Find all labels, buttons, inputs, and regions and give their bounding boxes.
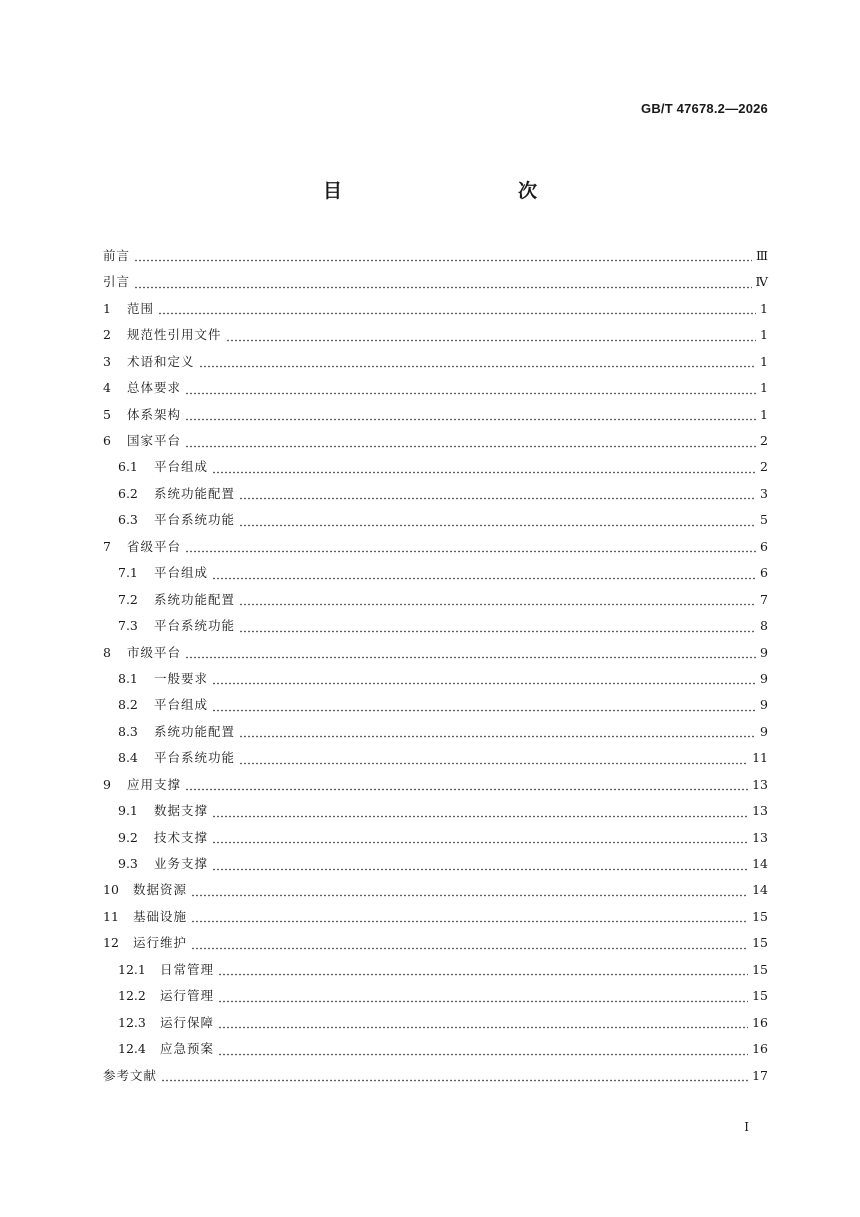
toc-entry[interactable] — [103, 666, 768, 692]
toc-entry[interactable] — [103, 825, 768, 851]
toc-entry-title: 系统功能配置 — [154, 591, 236, 607]
toc-dot-leader — [239, 619, 756, 633]
toc-entry-number: 12.4 — [118, 1041, 146, 1057]
toc-entry[interactable] — [103, 719, 768, 745]
toc-entry[interactable] — [103, 349, 768, 375]
toc-entry-page: 2 — [760, 433, 768, 449]
toc-entry-number: 12.1 — [118, 961, 146, 977]
toc-entry-page: 15 — [752, 908, 768, 924]
toc-entry-number: 10 — [103, 882, 119, 898]
toc-entry-number: 8.2 — [118, 697, 138, 713]
toc-entry-number: 5 — [103, 406, 111, 422]
toc-entry-title: 运行管理 — [160, 988, 215, 1004]
toc-entry-number: 8 — [103, 644, 111, 660]
toc-entry[interactable] — [103, 587, 768, 613]
toc-entry[interactable] — [103, 481, 768, 507]
toc-entry-page: 1 — [760, 380, 768, 396]
toc-entry-title: 引言 — [103, 274, 131, 290]
table-of-contents — [103, 243, 768, 1089]
toc-dot-leader — [212, 671, 756, 685]
toc-entry-title: 国家平台 — [127, 433, 182, 449]
toc-entry-page: 14 — [752, 882, 768, 898]
toc-entry[interactable] — [103, 745, 768, 771]
toc-dot-leader — [218, 1015, 748, 1029]
toc-dot-leader — [239, 751, 748, 765]
toc-dot-leader — [226, 328, 756, 342]
toc-entry-title: 日常管理 — [160, 961, 215, 977]
toc-dot-leader — [134, 248, 752, 262]
toc-entry-page: 6 — [760, 538, 768, 554]
toc-entry[interactable] — [103, 904, 768, 930]
toc-entry-title: 总体要求 — [127, 380, 182, 396]
toc-entry-title: 省级平台 — [127, 538, 182, 554]
toc-entry-title: 业务支撑 — [154, 856, 209, 872]
toc-dot-leader — [212, 460, 756, 474]
toc-dot-leader — [191, 909, 748, 923]
toc-entry-title: 市级平台 — [127, 644, 182, 660]
toc-entry-number: 12 — [103, 935, 119, 951]
toc-entry-title: 系统功能配置 — [154, 485, 236, 501]
toc-dot-leader — [185, 434, 756, 448]
toc-entry[interactable] — [103, 772, 768, 798]
toc-entry-title: 平台组成 — [154, 565, 209, 581]
toc-entry[interactable] — [103, 957, 768, 983]
toc-entry[interactable] — [103, 613, 768, 639]
toc-entry[interactable] — [103, 983, 768, 1009]
toc-dot-leader — [191, 883, 748, 897]
toc-entry[interactable] — [103, 798, 768, 824]
toc-entry[interactable] — [103, 851, 768, 877]
toc-dot-leader — [134, 275, 751, 289]
toc-entry[interactable] — [103, 455, 768, 481]
toc-entry-title: 范围 — [127, 300, 155, 316]
toc-entry-page: 3 — [760, 485, 768, 501]
toc-entry-page: 11 — [752, 750, 768, 766]
toc-entry-number: 7.1 — [118, 565, 138, 581]
toc-entry-title: 平台系统功能 — [154, 750, 236, 766]
toc-entry-page: 6 — [760, 565, 768, 581]
toc-entry-number: 7.2 — [118, 591, 138, 607]
toc-entry[interactable] — [103, 402, 768, 428]
toc-entry[interactable] — [103, 930, 768, 956]
toc-entry-number: 6.2 — [118, 485, 138, 501]
toc-dot-leader — [161, 1068, 748, 1082]
toc-entry-page: 1 — [760, 327, 768, 343]
toc-entry[interactable] — [103, 1010, 768, 1036]
toc-entry-page: 15 — [752, 961, 768, 977]
toc-entry-page: 5 — [760, 512, 768, 528]
toc-entry-page: 1 — [760, 353, 768, 369]
toc-dot-leader — [212, 566, 756, 580]
toc-entry-page: 13 — [752, 803, 768, 819]
toc-dot-leader — [212, 857, 748, 871]
toc-entry[interactable] — [103, 692, 768, 718]
toc-entry-page: 16 — [752, 1014, 768, 1030]
toc-entry-page: 8 — [760, 618, 768, 634]
toc-entry[interactable] — [103, 640, 768, 666]
toc-dot-leader — [212, 804, 748, 818]
toc-entry-page: 9 — [760, 670, 768, 686]
toc-dot-leader — [239, 724, 756, 738]
toc-entry-title: 数据支撑 — [154, 803, 209, 819]
toc-entry-title: 数据资源 — [133, 882, 188, 898]
toc-dot-leader — [239, 592, 756, 606]
toc-entry-number: 9 — [103, 776, 111, 792]
toc-entry-page: 13 — [752, 829, 768, 845]
toc-entry-page: 17 — [752, 1067, 768, 1083]
toc-entry-title: 应用支撑 — [127, 776, 182, 792]
toc-dot-leader — [218, 1042, 748, 1056]
toc-entry-title: 参考文献 — [103, 1067, 158, 1083]
toc-dot-leader — [185, 381, 756, 395]
toc-entry[interactable] — [103, 322, 768, 348]
toc-entry-title: 平台系统功能 — [154, 512, 236, 528]
toc-entry-title: 应急预案 — [160, 1041, 215, 1057]
toc-entry-page: 1 — [760, 300, 768, 316]
toc-entry[interactable] — [103, 269, 768, 295]
toc-entry-title: 基础设施 — [133, 908, 188, 924]
toc-entry[interactable] — [103, 507, 768, 533]
toc-entry-page: 9 — [760, 644, 768, 660]
toc-entry-number: 9.1 — [118, 803, 138, 819]
page-title: 目 次 — [322, 180, 583, 202]
toc-entry-page: 15 — [752, 988, 768, 1004]
toc-entry[interactable] — [103, 878, 768, 904]
toc-entry-number: 11 — [103, 908, 119, 924]
toc-entry-number: 8.4 — [118, 750, 138, 766]
toc-entry-page: 9 — [760, 697, 768, 713]
toc-entry-title: 一般要求 — [154, 670, 209, 686]
toc-entry-number: 6.3 — [118, 512, 138, 528]
toc-entry-number: 7 — [103, 538, 111, 554]
toc-entry[interactable] — [103, 1036, 768, 1062]
toc-entry-number: 4 — [103, 380, 111, 396]
toc-entry-number: 6.1 — [118, 459, 138, 475]
toc-entry-page: 9 — [760, 723, 768, 739]
toc-dot-leader — [218, 989, 748, 1003]
toc-dot-leader — [185, 777, 748, 791]
toc-entry-page: 1 — [760, 406, 768, 422]
toc-entry-number: 8.1 — [118, 670, 138, 686]
toc-entry-page: 13 — [752, 776, 768, 792]
toc-entry[interactable] — [103, 428, 768, 454]
toc-entry-page: 14 — [752, 856, 768, 872]
toc-entry-title: 运行维护 — [133, 935, 188, 951]
toc-entry[interactable] — [103, 243, 768, 269]
toc-entry-title: 规范性引用文件 — [127, 327, 222, 343]
toc-entry[interactable] — [103, 375, 768, 401]
toc-entry-title: 技术支撑 — [154, 829, 209, 845]
toc-entry-page: 2 — [760, 459, 768, 475]
toc-dot-leader — [199, 354, 756, 368]
toc-entry-number: 3 — [103, 353, 111, 369]
standard-code: GB/T 47678.2—2026 — [641, 101, 768, 116]
toc-entry-title: 平台系统功能 — [154, 618, 236, 634]
toc-entry[interactable] — [103, 296, 768, 322]
toc-entry-number: 8.3 — [118, 723, 138, 739]
toc-dot-leader — [218, 962, 748, 976]
toc-entry-page: Ⅲ — [755, 247, 768, 263]
toc-entry-title: 体系架构 — [127, 406, 182, 422]
toc-dot-leader — [191, 936, 748, 950]
toc-entry-title: 运行保障 — [160, 1014, 215, 1030]
toc-entry-number: 1 — [103, 300, 111, 316]
page-number: Ⅰ — [744, 1120, 749, 1134]
toc-dot-leader — [212, 830, 748, 844]
toc-entry-title: 系统功能配置 — [154, 723, 236, 739]
toc-entry-page: 7 — [760, 591, 768, 607]
toc-dot-leader — [239, 486, 756, 500]
toc-entry-number: 6 — [103, 433, 111, 449]
toc-entry-title: 平台组成 — [154, 459, 209, 475]
toc-entry-number: 7.3 — [118, 618, 138, 634]
toc-dot-leader — [239, 513, 756, 527]
toc-entry[interactable] — [103, 534, 768, 560]
toc-entry-number: 9.3 — [118, 856, 138, 872]
toc-entry-number: 12.2 — [118, 988, 146, 1004]
toc-entry-page: 16 — [752, 1041, 768, 1057]
toc-dot-leader — [185, 407, 756, 421]
toc-dot-leader — [158, 301, 756, 315]
toc-entry[interactable] — [103, 1063, 768, 1089]
toc-dot-leader — [185, 645, 756, 659]
toc-entry-page: 15 — [752, 935, 768, 951]
toc-dot-leader — [185, 539, 756, 553]
toc-entry-title: 术语和定义 — [127, 353, 195, 369]
toc-entry-number: 2 — [103, 327, 111, 343]
toc-entry-page: Ⅳ — [755, 274, 768, 290]
toc-entry-number: 12.3 — [118, 1014, 146, 1030]
toc-entry-title: 前言 — [103, 247, 131, 263]
toc-entry-number: 9.2 — [118, 829, 138, 845]
toc-dot-leader — [212, 698, 756, 712]
toc-entry-title: 平台组成 — [154, 697, 209, 713]
toc-entry[interactable] — [103, 560, 768, 586]
